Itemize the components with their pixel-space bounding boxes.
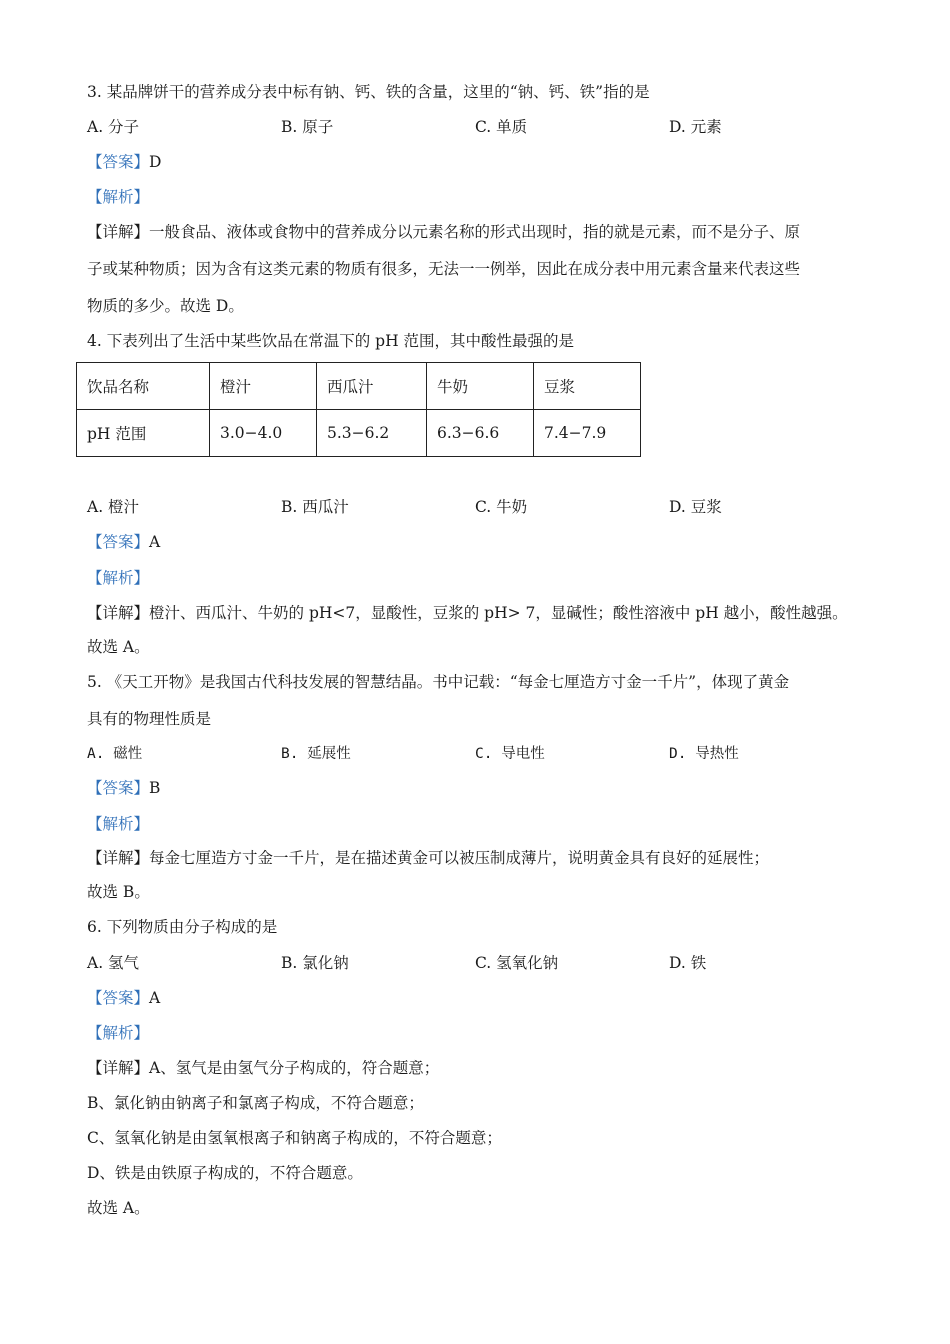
q4-answer [87,531,160,553]
detail-tag: 【详解】 [87,849,150,867]
answer-tag: 【答案】 [87,533,150,551]
q4-option-d: D. 豆浆 [669,498,722,516]
q6-option-a: A. 氢气 [87,954,140,972]
q3-option-a: A. 分子 [87,118,140,136]
table-row [77,363,641,410]
q3-option-b: B. 原子 [281,118,334,136]
q6-option-b: B. 氯化钠 [281,954,349,972]
q5-answer [87,777,160,799]
table-cell: 5.3−6.2 [317,410,427,457]
q5-option-b: B. 延展性 [281,746,351,762]
q6-option-c: C. 氢氧化钠 [475,954,559,972]
q6-answer [87,987,160,1009]
answer-tag: 【答案】 [87,989,150,1007]
q4-option-b: B. 西瓜汁 [281,498,349,516]
table-cell: 饮品名称 [77,363,210,410]
answer-value: A [149,989,161,1007]
q4-analysis-tag: 【解析】 [87,569,150,587]
answer-value: D [149,153,162,171]
q5-option-a: A. 磁性 [87,746,143,762]
table-cell: 6.3−6.6 [427,410,534,457]
q3-stem: 3. 某品牌饼干的营养成分表中标有钠、钙、铁的含量，这里的“钠、钙、铁”指的是 [87,83,650,101]
q6-analysis-tag: 【解析】 [87,1024,150,1042]
q4-option-c: C. 牛奶 [475,498,528,516]
answer-tag: 【答案】 [87,779,150,797]
q5-analysis-tag: 【解析】 [87,815,150,833]
q3-option-d: D. 元素 [669,118,722,136]
detail-tag: 【详解】 [87,223,150,241]
q6-detail-line-4: D、铁是由铁原子构成的，不符合题意。 [87,1164,363,1182]
q5-stem-line-1: 5. 《天工开物》是我国古代科技发展的智慧结晶。书中记载：“每金七厘造方寸金一千片”，体现了黄金 [87,673,790,691]
detail-text: A、氢气是由氢气分子构成的，符合题意； [149,1059,440,1077]
q3-answer [87,151,161,173]
detail-text: 一般食品、液体或食物中的营养成分以元素名称的形式出现时，指的就是元素，而不是分子、原 [149,223,801,241]
detail-tag: 【详解】 [87,604,150,622]
q4-detail-line-1 [87,602,848,624]
q4-stem: 4. 下表列出了生活中某些饮品在常温下的 pH 范围，其中酸性最强的是 [87,332,575,350]
table-cell: 西瓜汁 [317,363,427,410]
table-row [77,410,641,457]
q3-detail-line-3: 物质的多少。故选 D。 [87,297,244,315]
table-cell: pH 范围 [77,410,210,457]
q5-detail-line-2: 故选 B。 [87,883,150,901]
q3-option-c: C. 单质 [475,118,528,136]
q4-option-a: A. 橙汁 [87,498,140,516]
q6-option-d: D. 铁 [669,954,707,972]
q6-detail-line-3: C、氢氧化钠是由氢氧根离子和钠离子构成的，不符合题意； [87,1129,502,1147]
q3-detail-line-2: 子或某种物质；因为含有这类元素的物质有很多，无法一一例举，因此在成分表中用元素含量来代表这些 [87,260,801,278]
q5-stem-line-2: 具有的物理性质是 [87,710,212,728]
table-cell: 7.4−7.9 [534,410,641,457]
q3-detail-line-1 [87,221,800,243]
table-cell: 豆浆 [534,363,641,410]
q6-stem: 6. 下列物质由分子构成的是 [87,918,278,936]
table-cell: 牛奶 [427,363,534,410]
table-cell: 3.0−4.0 [210,410,317,457]
q4-detail-line-2: 故选 A。 [87,638,150,656]
q6-detail-line-1 [87,1057,439,1079]
ph-range-table [76,362,641,457]
q5-option-c: C. 导电性 [475,746,545,762]
table-cell: 橙汁 [210,363,317,410]
q6-detail-line-5: 故选 A。 [87,1199,150,1217]
q3-analysis-tag: 【解析】 [87,188,150,206]
q5-option-d: D. 导热性 [669,746,739,762]
q5-detail-line-1 [87,847,769,869]
detail-text: 每金七厘造方寸金一千片，是在描述黄金可以被压制成薄片，说明黄金具有良好的延展性； [149,849,770,867]
answer-tag: 【答案】 [87,153,150,171]
q6-detail-line-2: B、氯化钠由钠离子和氯离子构成，不符合题意； [87,1094,424,1112]
answer-value: A [149,533,161,551]
detail-text: 橙汁、西瓜汁、牛奶的 pH<7，显酸性，豆浆的 pH> 7，显碱性；酸性溶液中 pH 越小，酸性越强。 [149,604,848,622]
answer-value: B [149,779,161,797]
detail-tag: 【详解】 [87,1059,150,1077]
